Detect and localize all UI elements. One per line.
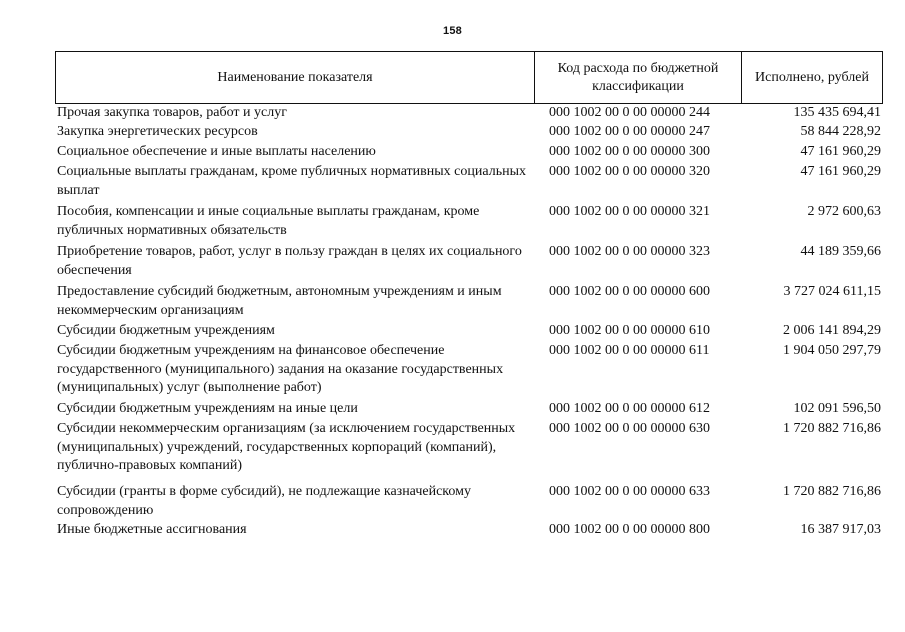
row-code: 000 1002 00 0 00 00000 612 [549, 401, 710, 416]
row-amount: 2 972 600,63 [807, 204, 881, 219]
row-amount: 16 387 917,03 [800, 522, 881, 537]
header-name: Наименование показателя [217, 69, 373, 85]
page-number: 158 [443, 25, 462, 37]
row-code: 000 1002 00 0 00 00000 247 [549, 124, 710, 139]
row-name: Предоставление субсидий бюджетным, автономным учреждениям и иным некоммерческим организациям [57, 284, 502, 318]
row-name: Субсидии бюджетным учреждениям на иные цели [57, 401, 358, 416]
header-code: Код расхода по бюджетной классификации [534, 52, 741, 103]
row-name: Пособия, компенсации и иные социальные выплаты гражданам, кроме публичных нормативных обязательств [57, 204, 480, 238]
row-amount: 3 727 024 611,15 [783, 284, 881, 299]
row-amount: 44 189 359,66 [800, 244, 881, 259]
row-name: Субсидии бюджетным учреждениям [57, 323, 275, 338]
row-amount: 47 161 960,29 [800, 164, 881, 179]
row-amount: 2 006 141 894,29 [783, 323, 881, 338]
row-code: 000 1002 00 0 00 00000 610 [549, 323, 710, 338]
row-amount: 1 904 050 297,79 [783, 343, 881, 358]
row-amount: 58 844 228,92 [800, 124, 881, 139]
row-amount: 135 435 694,41 [793, 105, 881, 120]
row-name: Социальные выплаты гражданам, кроме публичных нормативных социальных выплат [57, 164, 526, 198]
row-amount: 47 161 960,29 [800, 144, 881, 159]
row-code: 000 1002 00 0 00 00000 600 [549, 284, 710, 299]
row-code: 000 1002 00 0 00 00000 800 [549, 522, 710, 537]
row-name: Прочая закупка товаров, работ и услуг [57, 105, 287, 120]
row-name: Приобретение товаров, работ, услуг в пользу граждан в целях их социального обеспечения [57, 244, 522, 278]
row-code: 000 1002 00 0 00 00000 300 [549, 144, 710, 159]
row-code: 000 1002 00 0 00 00000 323 [549, 244, 710, 259]
row-name: Субсидии некоммерческим организациям (за исключением государственных (муниципальных) учреждений, государственных корпораций (компаний), публично-правовых компаний) [57, 421, 516, 473]
row-name: Субсидии (гранты в форме субсидий), не подлежащие казначейскому сопровождению [57, 484, 471, 518]
row-name: Социальное обеспечение и иные выплаты населению [57, 144, 376, 159]
row-code: 000 1002 00 0 00 00000 320 [549, 164, 710, 179]
header-amount: Исполнено, рублей [741, 52, 882, 103]
row-amount: 102 091 596,50 [793, 401, 881, 416]
row-code: 000 1002 00 0 00 00000 244 [549, 105, 710, 120]
row-code: 000 1002 00 0 00 00000 611 [549, 343, 710, 358]
row-code: 000 1002 00 0 00 00000 630 [549, 421, 710, 436]
row-name: Закупка энергетических ресурсов [57, 124, 258, 139]
row-amount: 1 720 882 716,86 [783, 484, 881, 499]
row-code: 000 1002 00 0 00 00000 633 [549, 484, 710, 499]
row-code: 000 1002 00 0 00 00000 321 [549, 204, 710, 219]
row-name: Иные бюджетные ассигнования [57, 522, 247, 537]
table-header [55, 51, 883, 104]
row-name: Субсидии бюджетным учреждениям на финансовое обеспечение государственного (муниципального) задания на оказание государственных (муниципальных) услуг (выполнение работ) [57, 343, 504, 395]
row-amount: 1 720 882 716,86 [783, 421, 881, 436]
